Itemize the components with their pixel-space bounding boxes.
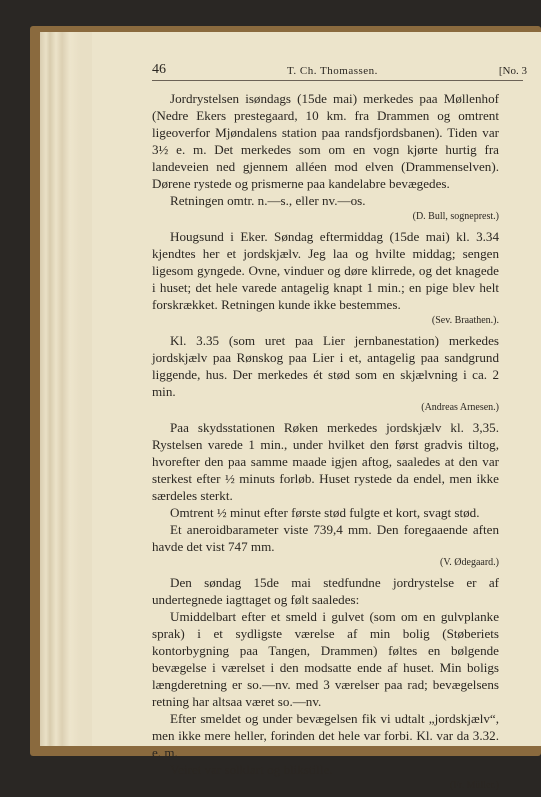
signature: (Andreas Arnesen.) [421, 402, 499, 413]
running-head-author: T. Ch. Thomassen. [287, 65, 378, 77]
body-text [152, 90, 499, 797]
signature: (D. Bull, sogneprest.) [412, 211, 499, 222]
signature: (Sev. Braathen.). [431, 315, 499, 326]
issue-number: [No. 3 [498, 65, 527, 77]
paragraph: Paa skydsstationen Røken merkedes jordskjælv kl. 3,35. Rystelsen varede 1 min., under hvilket den først gradvis tiltog, hvorefter den paa samme maade igjen aftog, saaledes at den var sterkest efter ½ minuts forløb. Huset rystede da endel, men ikke særdeles sterkt. [152, 420, 499, 503]
signature: (Fr. Müller.) [449, 780, 499, 791]
header-rule [152, 80, 523, 81]
page-number: 46 [152, 62, 166, 77]
paragraph: Omtrent ½ minut efter første stød fulgte et kort, svagt stød. [170, 505, 480, 520]
paragraph: Jordrystelsen isøndags (15de mai) merkedes paa Møllenhof (Nedre Ekers prestegaard, 10 km. fra Drammen og omtrent ligeoverfor Mjøndalens station paa randsfjordsbanen). Tiden var 3½ e. m. Det merkedes som om en vogn kjørte hurtig fra landeveien ned gjennem alléen mod elven (Drammenselven). Dørene rystede og prismerne paa kandelabre bevægedes. [152, 91, 499, 191]
paragraph: Retningen omtr. n.—s., eller nv.—os. [170, 193, 366, 208]
paragraph: Veiret var solklart og blikstille. [170, 762, 333, 777]
paragraph: Efter smeldet og under bevægelsen fik vi udtalt „jordskjælv“, men ikke mere heller, forinden det hele var forbi. Kl. var da 3.32. e. m. [152, 711, 499, 760]
paragraph: Hougsund i Eker. Søndag eftermiddag (15de mai) kl. 3.34 kjendtes her et jordskjælv. Jeg laa og hvilte middag; sengen ligesom gyngede. Ovne, vinduer og døre klirrede, og det knagede i huset; det hele varede antagelig knapt 1 min.; en pige blev helt forskrækket. Retningen kunde ikke bestemmes. [152, 229, 499, 312]
paragraph: Kl. 3.35 (som uret paa Lier jernbanestation) merkedes jordskjælv paa Rønskog paa Lier i et, antagelig paa sandgrund liggende, hus. Der merkedes ét stød som en skjælvning i ca. 2 min. [152, 333, 499, 399]
paragraph: Den søndag 15de mai stedfundne jordrystelse er af undertegnede iagttaget og følt saaledes: [152, 575, 499, 607]
paragraph: Et aneroidbarameter viste 739,4 mm. Den foregaaende aften havde det vist 747 mm. [152, 522, 499, 554]
book-page [92, 32, 541, 791]
signature: (V. Ødegaard.) [440, 557, 499, 568]
paragraph: Umiddelbart efter et smeld i gulvet (som om en gulvplanke sprak) i et sydligste værelse af min bolig (Støberiets kontorbygning paa Tangen, Drammen) føltes en bølgende bevægelse i værelset i den modsatte ende af huset. Min boligs længderetning er so.—nv. med 3 værelser paa rad; bevægelsens retning har altsaa været so.—nv. [152, 609, 499, 709]
running-header [152, 62, 541, 82]
